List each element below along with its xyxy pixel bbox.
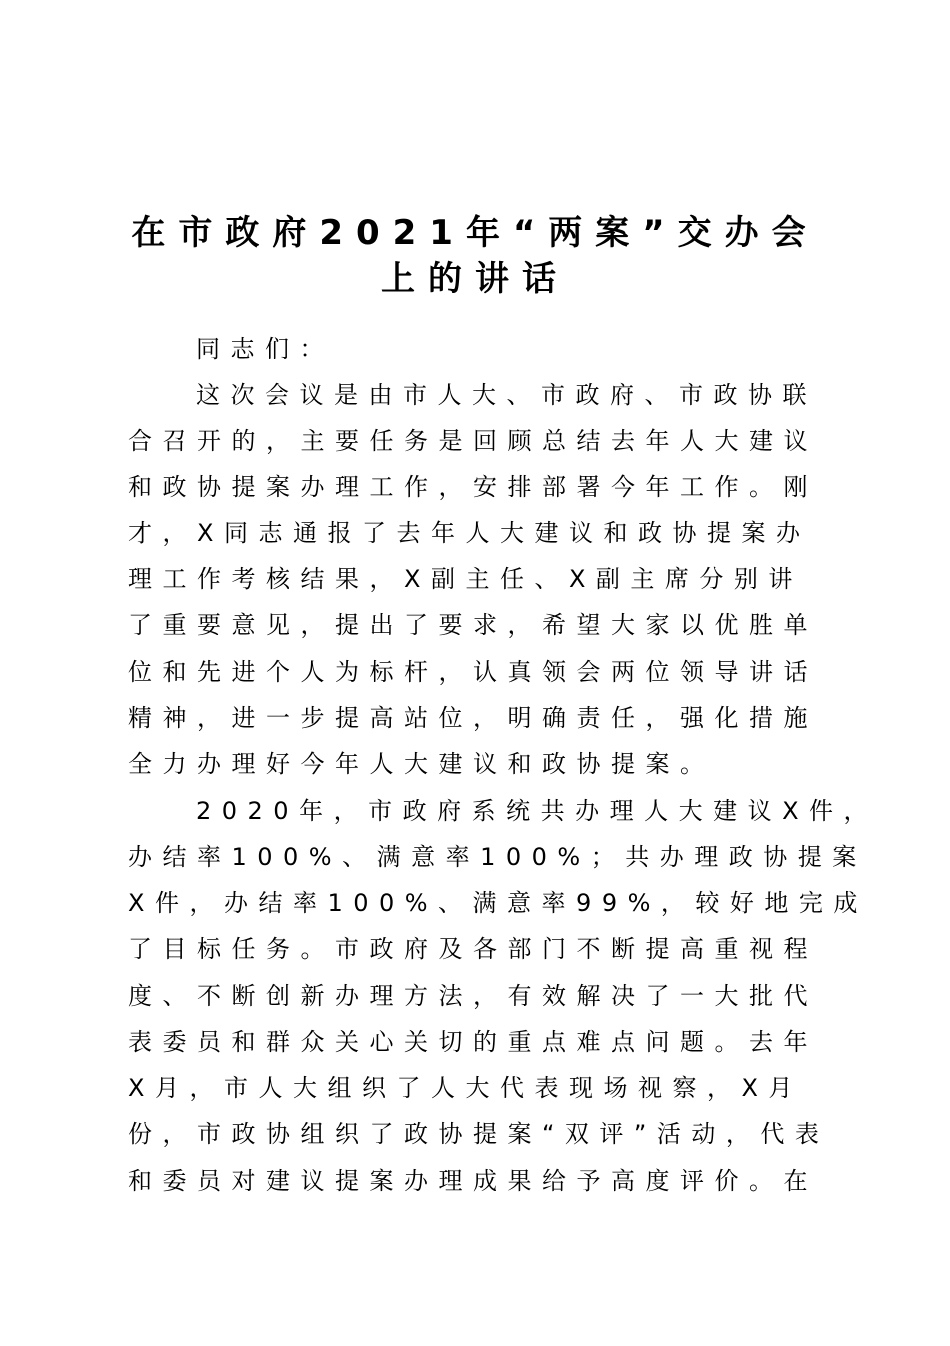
paragraph-1-line: 了重要意见，提出了要求，希望大家以优胜单 (128, 611, 818, 639)
salutation: 同志们： (196, 335, 334, 363)
paragraph-1-line: 才，X同志通报了去年人大建议和政协提案办 (128, 519, 811, 547)
paragraph-1-line: 理工作考核结果，X副主任、X副主席分别讲 (128, 565, 803, 593)
document-title-line-2: 上的讲话 (381, 259, 569, 299)
paragraph-2-line: 了目标任务。市政府及各部门不断提高重视程 (128, 935, 818, 963)
paragraph-1-line: 这次会议是由市人大、市政府、市政协联 (196, 381, 817, 409)
paragraph-2-line: 2020年，市政府系统共办理人大建议X件， (196, 797, 879, 825)
paragraph-2-line: 表委员和群众关心关切的重点难点问题。去年 (128, 1028, 818, 1056)
paragraph-1-line: 全力办理好今年人大建议和政协提案。 (128, 750, 715, 778)
paragraph-1-line: 合召开的，主要任务是回顾总结去年人大建议 (128, 427, 818, 455)
paragraph-1-line: 和政协提案办理工作，安排部署今年工作。刚 (128, 473, 818, 501)
paragraph-2-line: 份，市政协组织了政协提案“双评”活动，代表 (128, 1120, 830, 1148)
paragraph-1-line: 位和先进个人为标杆，认真领会两位领导讲话 (128, 658, 818, 686)
document-title-line-1: 在市政府2021年“两案”交办会 (131, 213, 819, 253)
paragraph-2-line: 和委员对建议提案办理成果给予高度评价。在 (128, 1167, 818, 1195)
paragraph-2-line: 办结率100%、满意率100%；共办理政协提案 (128, 843, 867, 871)
paragraph-2-line: X件，办结率100%、满意率99%，较好地完成 (128, 889, 868, 917)
paragraph-1-line: 精神，进一步提高站位，明确责任，强化措施 (128, 704, 818, 732)
paragraph-2-line: X月，市人大组织了人大代表现场视察，X月 (128, 1074, 803, 1102)
paragraph-2-line: 度、不断创新办理方法，有效解决了一大批代 (128, 982, 818, 1010)
